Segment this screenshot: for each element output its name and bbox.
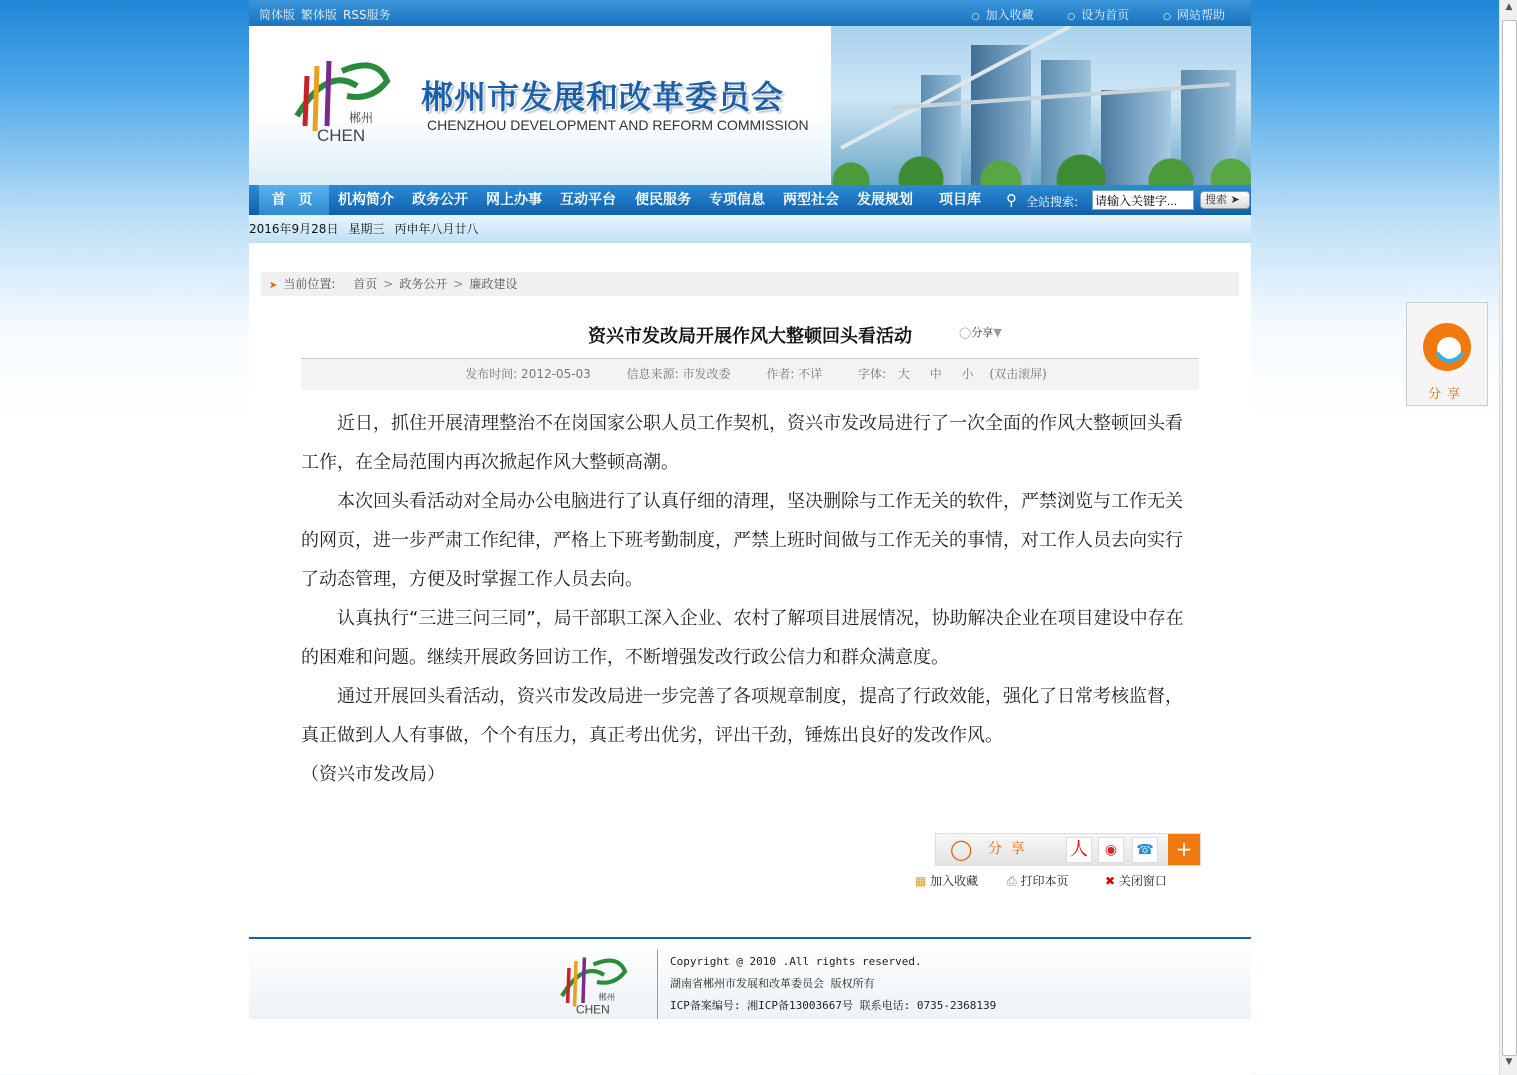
breadcrumb-home[interactable]: 首页	[353, 277, 378, 291]
article-meta	[301, 358, 1199, 390]
nav-gov-affairs[interactable]: 政务公开	[412, 192, 468, 208]
current-date: 2016年9月28日	[249, 222, 339, 236]
icp-info: ICP备案编号: 湘ICP备13003667号 联系电话: 0735-2368139	[670, 999, 997, 1012]
copyright: Copyright @ 2010 .All rights reserved.	[670, 955, 922, 968]
article-paragraph: 认真执行“三进三问三同”，局干部职工深入企业、农村了解项目进展情况，协助解决企业在项目建设中存在的困难和问题。继续开展政务回访工作，不断增强发改行政公信力和群众满意度。	[301, 608, 1184, 668]
print-label: 打印本页	[1020, 874, 1069, 888]
nav-about[interactable]: 机构简介	[338, 192, 394, 208]
nav-two-type-society[interactable]: 两型社会	[783, 192, 839, 208]
article-source-line: （资兴市发改局）	[301, 764, 445, 785]
print-tool[interactable]	[1007, 872, 1068, 889]
scroll-down-arrow-icon[interactable]: ▼	[1505, 1057, 1513, 1067]
search-button[interactable]	[1200, 191, 1250, 209]
footer-divider	[657, 949, 658, 1019]
publish-date: 发布时间: 2012-05-03	[465, 367, 591, 381]
search-icon: ⚲	[1006, 191, 1017, 209]
nav-interaction[interactable]: 互动平台	[560, 192, 616, 208]
chevron-right-icon: >	[383, 277, 394, 291]
add-favorite-label: 加入收藏	[930, 874, 979, 888]
search-input[interactable]	[1092, 190, 1194, 210]
font-small-button[interactable]: 小	[961, 367, 974, 381]
link-simplified[interactable]: 简体版	[259, 8, 296, 22]
close-label: 关闭窗口	[1118, 874, 1167, 888]
site-subtitle: CHENZHOU DEVELOPMENT AND REFORM COMMISSION	[427, 117, 809, 133]
footer-logo-text-cn: 郴州	[598, 992, 616, 1003]
breadcrumb-current[interactable]: 廉政建设	[469, 277, 518, 291]
site-title: 郴州市发展和改革委员会	[421, 78, 785, 116]
site-help-link[interactable]: ○ 网站帮助	[1163, 8, 1225, 22]
weibo-icon[interactable]: ◉	[1098, 837, 1124, 863]
nav-projects[interactable]: 项目库	[939, 192, 981, 208]
printer-icon: ⎙	[1007, 874, 1017, 888]
page-container	[249, 0, 1251, 1075]
owner: 湖南省郴州市发展和改革委员会 版权所有	[670, 977, 875, 990]
lunar-date: 丙申年八月廿八	[394, 222, 479, 236]
breadcrumb-label: 当前位置:	[283, 277, 336, 291]
bullet-arrow-icon: ➤	[269, 280, 278, 291]
article-paragraph: 近日，抓住开展清理整治不在岗国家公职人员工作契机，资兴市发改局进行了一次全面的作风大整顿回头看工作，在全局范围内再次掀起作风大整顿高潮。	[301, 413, 1183, 473]
chenzhou-logo	[287, 46, 407, 146]
floating-share-label: 分享	[1427, 387, 1466, 402]
share-mini-label: 分享	[971, 326, 994, 339]
nav-home[interactable]: 首 页	[259, 185, 329, 215]
font-medium-button[interactable]: 中	[929, 367, 942, 381]
nav-public-service[interactable]: 便民服务	[635, 192, 691, 208]
footer-logo-text-en: CHEN	[576, 1002, 610, 1017]
current-weekday: 星期三	[348, 222, 385, 236]
date-bar	[249, 215, 1251, 243]
logo-text-cn: 郴州	[349, 111, 374, 125]
search-area	[1006, 190, 1245, 210]
author: 作者: 不详	[766, 367, 823, 381]
set-homepage-link[interactable]: ○ 设为首页	[1067, 8, 1129, 22]
share-logo-icon	[1419, 309, 1475, 379]
nav-online-service[interactable]: 网上办事	[486, 192, 542, 208]
close-window-tool[interactable]	[1105, 872, 1167, 889]
close-icon: ✖	[1105, 874, 1116, 888]
main-nav	[249, 185, 1251, 215]
article-body	[301, 404, 1199, 794]
share-logo-icon[interactable]: ◯	[950, 837, 973, 861]
skyline-image	[831, 26, 1251, 185]
add-favorite-tool[interactable]	[915, 872, 978, 889]
link-rss[interactable]: RSS服务	[343, 8, 391, 22]
article-paragraph: 通过开展回头看活动，资兴市发改局进一步完善了各项规章制度，提高了行政效能，强化了日常考核监督，真正做到人人有事做，个个有压力，真正考出优劣，评出干劲，锤炼出良好的发改作风。	[301, 686, 1183, 746]
share-icon: ◯	[959, 326, 972, 339]
scroll-hint: (双击滚屏)	[989, 367, 1047, 381]
chevron-right-icon: >	[453, 277, 464, 291]
caret-down-icon: ▼	[993, 326, 1002, 339]
footer	[249, 937, 1251, 1019]
add-favorite-link[interactable]: ○ 加入收藏	[972, 8, 1034, 22]
top-bar	[249, 0, 1251, 26]
search-button-label: 搜索	[1205, 193, 1227, 206]
tencent-weibo-icon[interactable]: ☎	[1132, 837, 1158, 863]
footer-logo	[549, 947, 645, 1017]
footer-text	[670, 951, 996, 1017]
header-banner	[249, 26, 1251, 185]
info-source: 信息来源: 市发改委	[626, 367, 731, 381]
vertical-scrollbar[interactable]	[1499, 0, 1517, 1075]
scroll-thumb[interactable]	[1502, 20, 1517, 1056]
nav-special-info[interactable]: 专项信息	[709, 192, 765, 208]
share-mini-button[interactable]	[959, 324, 1002, 340]
link-traditional[interactable]: 繁体版	[301, 8, 338, 22]
logo-text-en: CHEN	[317, 126, 366, 145]
breadcrumb	[261, 272, 1239, 296]
font-large-button[interactable]: 大	[897, 367, 910, 381]
nav-planning[interactable]: 发展规划	[857, 192, 913, 208]
share-bar	[935, 833, 1201, 866]
search-label: 全站搜索:	[1026, 195, 1079, 209]
floating-share-widget[interactable]	[1406, 302, 1488, 406]
arrow-right-icon: ➤	[1230, 193, 1240, 206]
scroll-up-arrow-icon[interactable]: ▲	[1505, 2, 1513, 12]
article-title: 资兴市发改局开展作风大整顿回头看活动	[588, 326, 912, 347]
article-paragraph: 本次回头看活动对全局办公电脑进行了认真仔细的清理，坚决删除与工作无关的软件，严禁浏览与工作无关的网页，进一步严肃工作纪律，严格上下班考勤制度，严禁上班时间做与工作无关的事情，对工作人员去向实行了动态管理，方便及时掌握工作人员去向。	[301, 491, 1183, 590]
favorite-icon: ▦	[915, 874, 927, 888]
font-size-label: 字体:	[858, 367, 887, 381]
renren-icon[interactable]: 人	[1066, 837, 1092, 863]
share-label[interactable]: 分 享	[988, 841, 1027, 857]
breadcrumb-gov-affairs[interactable]: 政务公开	[399, 277, 448, 291]
more-share-button[interactable]: +	[1168, 834, 1200, 865]
